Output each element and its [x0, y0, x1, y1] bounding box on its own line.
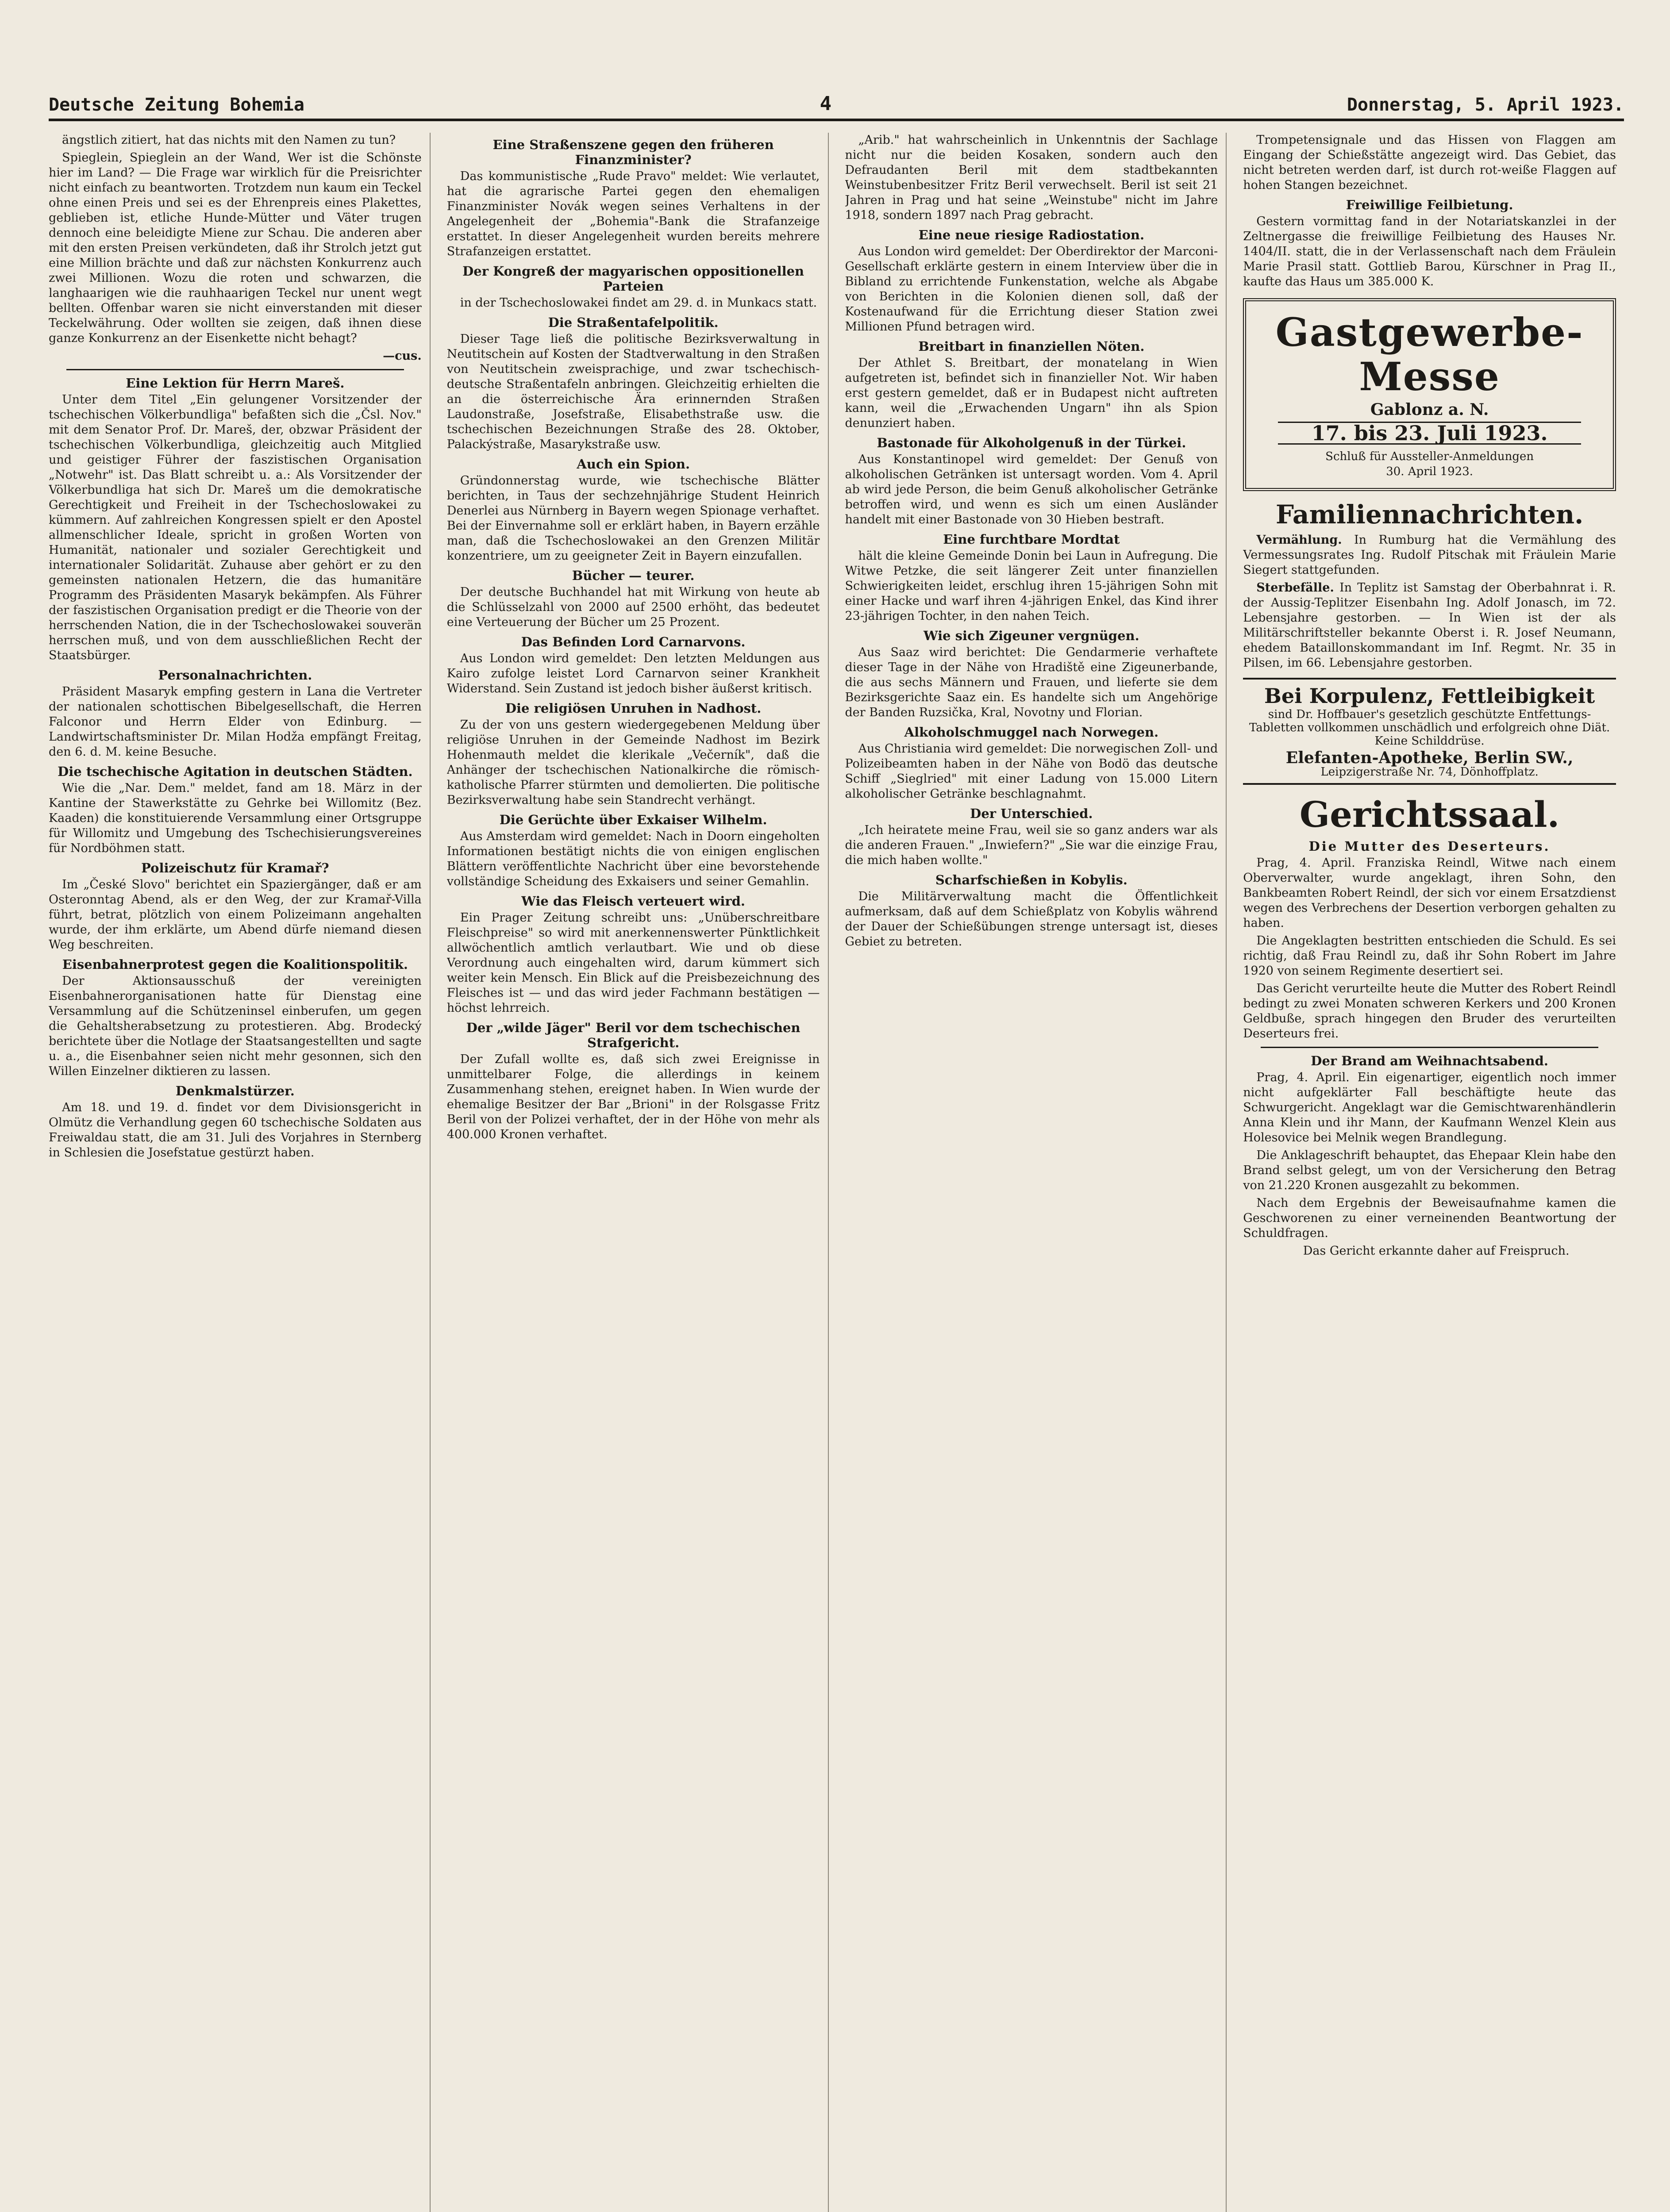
article-text — [1243, 580, 1616, 671]
article-headline: Der „wilde Jäger" Beril vor dem tschechischen Strafgericht. — [466, 1020, 800, 1050]
article-text: Der Aktionsausschuß der vereinigten Eisenbahnerorganisationen hatte für Dienstag eine Versammlung auf die Schützeninsel einberufen, um gegen die Gehaltsherabsetzung zu protestieren. Abg. Brodecký berichtete über die Notlage der Staatsangestellten und sagte u. a., die Eisenbahner seien nicht mehr gesonnen, sich den Willen Einzelner diktieren zu lassen. — [49, 974, 422, 1078]
article-text: Nach dem Ergebnis der Beweisaufnahme kamen die Geschworenen zu einer verneinenden Beantwortung der Schuldfragen. — [1243, 1196, 1616, 1240]
column-3 — [845, 133, 1227, 2212]
entry-lead: Sterbefälle. — [1256, 581, 1334, 595]
article-text: Dieser Tage ließ die politische Bezirksverwaltung in Neutitschein auf Kosten der Stadtverwaltung in den Straßen von Neutitschein zweisprachige, und zwar tschechisch-deutsche Straßentafeln anbringen. Gleichzeitig erhielten die an die österreichische Ära erinnernden Straßen Laudonstraße, Josefstraße, Elisabethstraße usw. die tschechischen Bezeichnungen Straße des 28. Oktober, Palackýstraße, Masarykstraße usw. — [446, 332, 820, 451]
article-headline: Die Gerüchte über Exkaiser Wilhelm. — [499, 812, 767, 827]
article-text: Das Gericht erkannte daher auf Freispruch. — [1303, 1244, 1570, 1258]
article-headline: Eine Lektion für Herrn Mareš. — [126, 376, 345, 391]
article-headline: Eisenbahnerprotest gegen die Koalitionspolitik. — [62, 957, 408, 972]
article-headline: Eine neue riesige Radiostation. — [918, 227, 1145, 242]
article-text: Am 18. und 19. d. findet vor dem Divisionsgericht in Olmütz die Verhandlung gegen 60 tschechische Soldaten aus Freiwaldau statt, die am 31. Juli des Vorjahres in Sternberg in Schlesien die Josefstatue gestürzt haben. — [49, 1101, 422, 1160]
article-text: Im „České Slovo" berichtet ein Spaziergänger, daß er am Osteronntag Abend, als er den Weg, der zur Kramař-Villa führt, betrat, plötzlich von einem Polizeimann angehalten wurde, der ihm erklärte, um Abend dürfe niemand diesen Weg beschreiten. — [49, 878, 422, 952]
article-headline: Der Unterschied. — [970, 806, 1093, 821]
column-1 — [49, 133, 431, 2212]
ad-place: Gablonz a. N. — [1370, 400, 1489, 419]
article-headline: Bücher — teurer. — [572, 568, 695, 583]
column-2 — [447, 133, 829, 2212]
masthead-title: Deutsche Zeitung Bohemia — [49, 95, 304, 115]
article-text: Das Gericht verurteilte heute die Mutter des Robert Reindl bedingt zu zwei Monaten schweren Kerkers und 200 Kronen Geldbuße, sprach hingegen den Bruder des verurteilten Deserteurs frei. — [1243, 982, 1616, 1041]
article-headline: Die tschechische Agitation in deutschen Städten. — [58, 764, 413, 779]
section-title-family: Familiennachrichten. — [1275, 499, 1584, 530]
entry-lead: Vermählung. — [1256, 533, 1342, 547]
article-text: Aus Konstantinopel wird gemeldet: Der Genuß von alkoholischen Getränken ist untersagt worden. Vom 4. April ab wird jede Person, die beim Genuß alkoholischer Getränke betroffen wird, und wenn es sich um einen Ausländer handelt mit einer Bastonade von 30 Hieben bestraft. — [845, 453, 1218, 526]
article-text: Präsident Masaryk empfing gestern in Lana die Vertreter der nationalen schottischen Bibelgesellschaft, die Herren Falconor und Herrn Elder von Edinburg. — Landwirtschaftsminister Dr. Milan Hodža empfängt Freitag, den 6. d. M. keine Besuche. — [49, 685, 422, 759]
ad-title: Gastgewerbe-Messe — [1275, 309, 1584, 399]
article-text: Wie die „Nar. Dem." meldet, fand am 18. März in der Kantine der Stawerkstätte zu Gehrke bei Willomitz (Bez. Kaaden) die konstituierende Versammlung einer Ortsgruppe für Willomitz und Umgebung des Tschechisierungsvereines für Nordböhmen statt. — [49, 781, 422, 855]
advertisement-korpulenz — [1243, 678, 1616, 785]
article-headline: Auch ein Spion. — [577, 457, 690, 472]
article-text: Prag, 4. April. Franziska Reindl, Witwe nach einem Oberverwalter, wurde angeklagt, ihren Sohn, den Bankbeamten Robert Reindl, der sich vor einem Ersatzdienst wegen des Verbrechens der Desertion verborgen gehalten zu haben. — [1243, 856, 1616, 930]
article-headline: Die Mutter des Deserteurs. — [1308, 839, 1551, 854]
article-text: Die Angeklagten bestritten entschieden die Schuld. Es sei richtig, daß Frau Reindl zu, daß ihr Sohn Robert im Jahre 1920 von seinem Regimente desertiert sei. — [1243, 934, 1616, 978]
article-headline: Denkmalstürzer. — [175, 1083, 295, 1098]
article-headline: Eine furchtbare Mordtat — [943, 532, 1120, 547]
article-headline: Der Kongreß der magyarischen oppositionellen Parteien — [462, 264, 804, 294]
article-text — [1243, 533, 1616, 578]
article-text: Ein Prager Zeitung schreibt uns: „Unüberschreitbare Fleischpreise" so wird mit anerkennenswerter Pünktlichkeit allwöchentlich amtlich verlautbart. Wie und ob diese Verordnung auch eingehalten wird, darum kümmert sich weiter kein Mensch. Ein Blick auf die Preisbezeichnung des Fleisches ist — und das wird jeder Fachmann bestätigen — höchst lehrreich. — [446, 911, 820, 1015]
article-text: Zu der von uns gestern wiedergegebenen Meldung über religiöse Unruhen in der Gemeinde Nadhost im Bezirk Hohenmauth meldet die klerikale „Večerník", daß die Anhänger der tschechischen Nationalkirche die römisch-katholische Pfarrer stürmten und demolierten. Die politische Bezirksverwaltung habe sein Standrecht verhängt. — [446, 718, 820, 807]
column-4 — [1243, 133, 1624, 2212]
article-headline: Scharfschießen in Kobylis. — [935, 872, 1127, 887]
article-headline: Das Befinden Lord Carnarvons. — [521, 634, 746, 649]
article-text: Der Zufall wollte es, daß sich zwei Ereignisse in unmittelbarer Folge, die allerdings in keinem Zusammenhang stehen, ereignet haben. In Wien wurde der ehemalige Besitzer der Bar „Brioni" in der Rolsgasse Fritz Beril von der Polizei verhaftet, der in der Höhe von mehr als 400.000 Kronen verhaftet. — [446, 1052, 820, 1141]
entry-text: In Teplitz ist Samstag der Oberbahnrat i. R. der Aussig-Teplitzer Eisenbahn Ing. Adolf Jonasch, im 72. Lebensjahre gestorben. — In Wien ist der als Militärschriftsteller bekannte Oberst i. R. Josef Neumann, ehedem Bataillonskommandant im Inf. Regmt. Nr. 35 in Pilsen, im 66. Lebensjahre gestorben. — [1243, 581, 1616, 670]
ad-title: Bei Korpulenz, Fettleibigkeit — [1264, 684, 1595, 708]
article-signature: —cus. — [383, 349, 422, 363]
entry-text: In Rumburg hat die Vermählung des Vermessungsrates Ing. Rudolf Pitschak mit Fräulein Marie Siegert stattgefunden. — [1243, 533, 1616, 577]
article-text: Aus London wird gemeldet: Den letzten Meldungen aus Kairo zufolge leistet Lord Carnarvon seiner Krankheit Widerstand. Sein Zustand ist jedoch bisher äußerst kritisch. — [446, 652, 820, 695]
article-headline: Die Straßentafelpolitik. — [548, 315, 719, 330]
ad-closing-note: Schluß für Aussteller-Anmeldungen — [1325, 450, 1534, 463]
divider — [1261, 1047, 1598, 1048]
article-text: Unter dem Titel „Ein gelungener Vorsitzender der tschechischen Völkerbundliga" befaßten sich die „Čsl. Nov." mit dem Senator Prof. Dr. Mareš, der, obzwar Präsident der tschechischen Völkerbundliga, gleichzeitig auch Mitglied und geistiger Führer der faszistischen Organisation „Notwehr" ist. Das Blatt schreibt u. a.: Als Vorsitzender der Völkerbundliga hat sich Dr. Mareš um die demokratische Gerechtigkeit und Freiheit in der Tschechoslowakei zu kümmern. Auf zahlreichen Kongressen spielt er den Apostel allmenschlicher Ideale, spricht in großen Worten von Humanität, nationaler und sozialer Gerechtigkeit und internationaler Solidarität. Zuhause aber gehört er zu den gemeinsten nationalen Hetzern, die das humanitäre Programm des Präsidenten Masaryk bekämpfen. Als Führer der faszistischen Organisation predigt er die Theorie von der herrschenden Nation, die in der Tschechoslowakei souverän herrschen muß, und von dem ausschließlichen Recht der Staatsbürger. — [49, 393, 422, 662]
article-text: Gründonnerstag wurde, wie tschechische Blätter berichten, in Taus der sechzehnjährige Student Heinrich Denerlei aus Nürnberg in Bayern wegen Spionage verhaftet. Bei der Einvernahme soll er erklärt haben, in Bayern erzähle man, daß die Tschechoslowakei an den Grenzen Militär konzentriere, um zu geeigneter Zeit in Bayern einzufallen. — [446, 474, 820, 563]
page-number: 4 — [820, 92, 832, 115]
divider — [66, 369, 404, 370]
ad-subtitle: sind Dr. Hoffbauer's gesetzlich geschützte Entfettungs-Tabletten vollkommen unschädlich und erfolgreich ohne Diät. Keine Schilddrüse. — [1249, 708, 1610, 748]
article-text: Die Militärverwaltung macht die Öffentlichkeit aufmerksam, daß auf dem Schießplatz von Kobylis während der Dauer der Schießübungen strenge untersagt ist, dieses Gebiet zu betreten. — [845, 890, 1218, 949]
article-text: Trompetensignale und das Hissen von Flaggen am Eingang der Schießstätte angezeigt wird. Das Gebiet, das nicht betreten werden darf, ist durch rot-weiße Flaggen auf hohen Stangen bezeichnet. — [1243, 133, 1616, 192]
article-headline: Die religiösen Unruhen in Nadhost. — [505, 701, 762, 716]
page-header — [49, 75, 1624, 121]
article-headline: Wie das Fleisch verteuert wird. — [521, 894, 745, 909]
article-text: hält die kleine Gemeinde Donin bei Laun in Aufregung. Die Witwe Petzke, die seit längerer Zeit unter finanziellen Schwierigkeiten leidet, erschlug ihren 15-jährigen Sohn mit einer Hacke und warf ihren 4-jährigen Enkel, das Kind ihrer 23-jährigen Tochter, in den nahen Teich. — [845, 549, 1218, 623]
article-text: Gestern vormittag fand in der Notariatskanzlei in der Zeltnergasse die freiwillige Feilbietung des Hauses Nr. 1404/II. statt, die in der Verlassenschaft nach dem Fräulein Marie Prasil statt. Gottlieb Barou, Kürschner in Prag II., kaufte das Haus um 385.000 K. — [1243, 215, 1616, 288]
article-text: Prag, 4. April. Ein eigenartiger, eigentlich noch immer nicht aufgeklärter Fall beschäftigte heute das Schwurgericht. Angeklagt war die Gemischtwarenhändlerin Anna Klein und ihr Mann, der Kaufmann Wenzel Klein aus Holesovice bei Melnik wegen Brandlegung. — [1243, 1071, 1616, 1144]
section-title-court: Gerichtssaal. — [1299, 794, 1560, 835]
article-text: Die Anklageschrift behauptet, das Ehepaar Klein habe den Brand selbst gelegt, um von der Versicherung den Betrag von 21.220 Kronen ausgezahlt zu bekommen. — [1243, 1148, 1616, 1192]
columns-container — [49, 133, 1624, 2212]
article-text: Spieglein, Spieglein an der Wand, Wer ist die Schönste hier im Land? — Die Frage war wirklich für die Preisrichter nicht einfach zu beantworten. Trotzdem nun kaum ein Teckel ohne einen Preis und sei es der Ehrenpreis eines Plakettes, geblieben ist, etliche Hunde-Mütter und Väter trugen dennoch eine beleidigte Miene zur Schau. Die anderen aber mit den ersten Preisen verkündeten, daß ihr Strolch jetzt gut eine Million brächte und daß zur nächsten Konkurrenz auch zwei Millionen. Wozu die roten und schwarzen, die langhaarigen wie die rauhhaarigen Teckel nur unent wegt bellten. Offenbar waren sie nicht einverstanden mit dieser Teckelwährung. Oder wollten sie zeigen, daß ihnen diese ganze Konkurrenz an der Eisenkette nicht behagt? — [49, 151, 422, 345]
article-headline: Der Brand am Weihnachtsabend. — [1311, 1053, 1548, 1068]
article-text: Der Athlet S. Breitbart, der monatelang in Wien aufgetreten ist, befindet sich in finanzieller Not. Wir haben erst gestern gemeldet, daß er in Budapest nicht auftreten kann, weil die „Erwachenden Ungarn" ihn als Spion denunziert haben. — [845, 356, 1218, 430]
ad-dates: 17. bis 23. Juli 1923. — [1278, 422, 1581, 445]
ad-closing-date: 30. April 1923. — [1386, 465, 1474, 478]
article-headline: Personalnachrichten. — [158, 668, 312, 683]
article-headline: Alkoholschmuggel nach Norwegen. — [904, 725, 1159, 740]
article-text: Aus Amsterdam wird gemeldet: Nach in Doorn eingeholten Informationen bestätigt nichts die von einigen englischen Blättern veröffentlichte Nachricht über eine bevorstehende vollständige Scheidung des Exkaisers und seiner Gemahlin. — [446, 830, 820, 888]
article-headline: Polizeischutz für Kramař? — [141, 860, 329, 876]
issue-date: Donnerstag, 5. April 1923. — [1347, 95, 1624, 115]
article-headline: Eine Straßenszene gegen den früheren Finanzminister? — [493, 137, 774, 167]
article-text: Der deutsche Buchhandel hat mit Wirkung von heute ab die Schlüsselzahl von 2000 auf 2500 erhöht, das bedeutet eine Verteuerung der Bücher um 25 Prozent. — [446, 585, 820, 629]
article-headline: Freiwillige Feilbietung. — [1346, 197, 1513, 212]
ad-pharmacy: Elefanten-Apotheke, Berlin SW., — [1285, 749, 1574, 767]
ad-address: Leipzigerstraße Nr. 74, Dönhoffplatz. — [1320, 765, 1539, 779]
article-text: ängstlich zitiert, hat das nichts mit den Namen zu tun? — [62, 133, 396, 147]
article-text: Aus London wird gemeldet: Der Oberdirektor der Marconi-Gesellschaft erklärte gestern in einem Interview über die in Bibland zu errichtende Funkenstation, welche als Abgabe von Berichten in die Kolonien dienen soll, daß der Kostenaufwand für die Errichtung dieser Station zwei Millionen Pfund betragen wird. — [845, 245, 1218, 334]
advertisement-gastgewerbe-messe — [1243, 298, 1616, 491]
article-text: Aus Christiania wird gemeldet: Die norwegischen Zoll- und Polizeibeamten haben in der Nähe von Bodö das deutsche Schiff „Sieglried" mit einer Ladung von 15.000 Litern alkoholischer Getränke beschlagnahmt. — [845, 742, 1218, 801]
article-headline: Bastonade für Alkoholgenuß in der Türkei. — [877, 435, 1186, 450]
article-headline: Breitbart in finanziellen Nöten. — [918, 339, 1145, 354]
article-text: „Ich heiratete meine Frau, weil sie so ganz anders war als die anderen Frauen." „Inwiefern?" „Sie war die einzige Frau, die mich haben wollte." — [845, 823, 1218, 867]
article-text: in der Tschechoslowakei findet am 29. d. in Munkacs statt. — [460, 296, 817, 310]
article-text: Das kommunistische „Rude Pravo" meldet: Wie verlautet, hat die agrarische Partei gegen den ehemaligen Finanzminister Novák wegen seines Verhaltens in der Angelegenheit der „Bohemia"-Bank die Strafanzeige erstattet. In dieser Angelegenheit wurden bereits mehrere Strafanzeigen erstattet. — [446, 169, 820, 258]
article-text: Aus Saaz wird berichtet: Die Gendarmerie verhaftete dieser Tage in der Nähe von Hradiště eine Zigeunerbande, die aus sechs Männern und Frauen, und lieferte sie dem Bezirksgerichte Saaz ein. Es handelte sich um Angehörige der Banden Ruzsička, Kral, Novotny und Florian. — [845, 645, 1218, 719]
article-headline: Wie sich Zigeuner vergnügen. — [924, 628, 1139, 643]
article-text: „Arib." hat wahrscheinlich in Unkenntnis der Sachlage nicht nur die beiden Kosaken, sondern auch den Defraudanten Beril mit dem stadtbekannten Weinstubenbesitzer Fritz Beril verwechselt. Beril ist seit 21 Jahren in Prag und hat seine „Weinstube" nicht im Jahre 1918, sondern 1897 nach Prag gebracht. — [845, 133, 1218, 222]
